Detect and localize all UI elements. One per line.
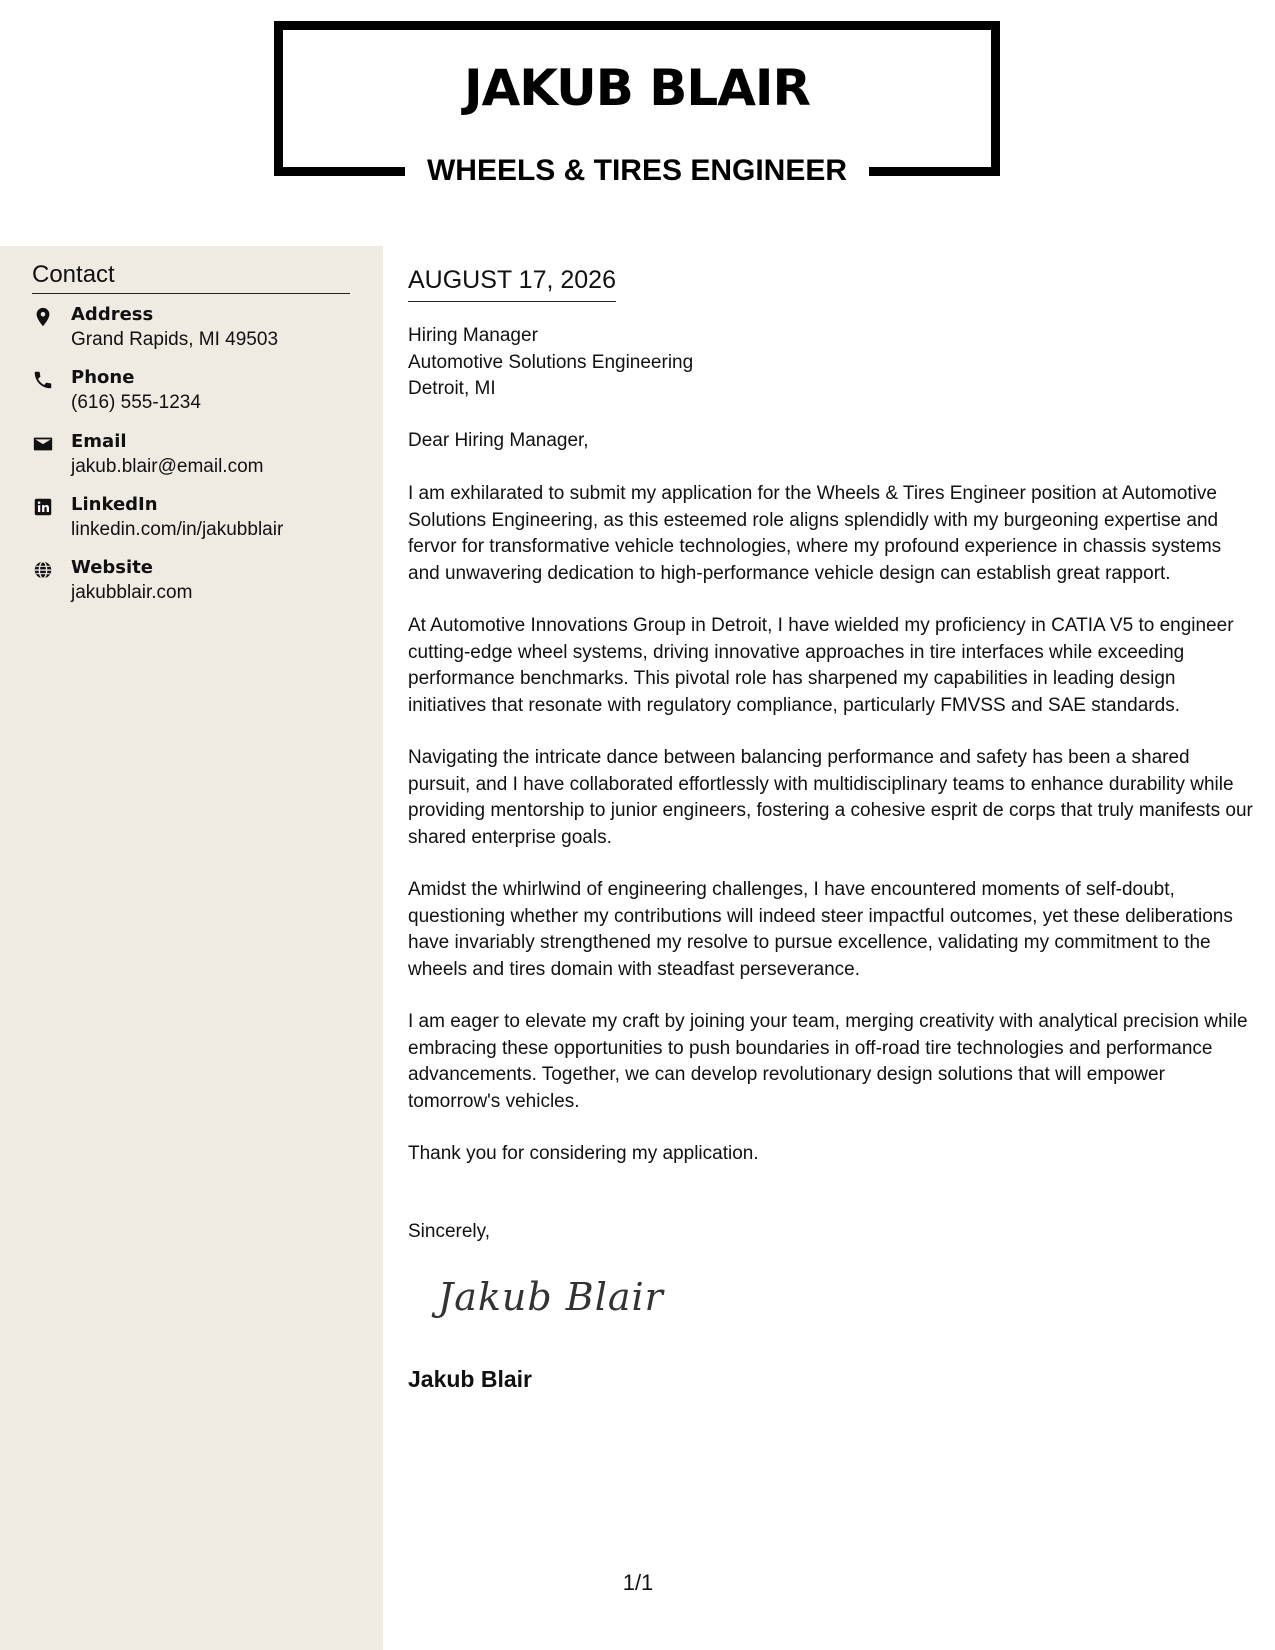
globe-icon: [32, 559, 54, 581]
contact-label: Email: [71, 431, 127, 452]
recipient-block: [408, 323, 693, 403]
contact-heading: Contact: [32, 261, 350, 294]
contact-label: Address: [71, 304, 154, 325]
signer-name: Jakub Blair: [408, 1366, 532, 1392]
job-title: WHEELS & TIRES ENGINEER: [426, 154, 848, 187]
salutation: Dear Hiring Manager,: [408, 430, 589, 451]
recipient-line: Hiring Manager: [408, 325, 538, 346]
phone-icon: [32, 369, 54, 391]
contact-label: Website: [71, 557, 154, 578]
contact-value: Grand Rapids, MI 49503: [71, 329, 279, 350]
contact-value: (616) 555-1234: [71, 392, 201, 413]
contact-value: jakubblair.com: [71, 582, 193, 603]
header-frame: [274, 21, 1000, 187]
contact-label: LinkedIn: [71, 494, 158, 515]
letter-date: AUGUST 17, 2026: [408, 266, 616, 302]
recipient-line: Detroit, MI: [408, 378, 496, 399]
contact-sidebar: [0, 246, 383, 1650]
handwritten-signature: Jakub Blair: [438, 1275, 664, 1319]
letter-paragraph: Thank you for considering my application.: [408, 1143, 759, 1164]
letter-paragraph: I am exhilarated to submit my application for the Wheels & Tires Engineer position at Automotive Solutions Engineering, as this esteemed role aligns splendidly with my burgeoning expertise and fervor for transformative vehicle technologies, where my profound experience in chassis systems and unwavering dedication to high-performance vehicle design can establish great rapport.: [408, 483, 1222, 584]
letter-paragraph: Navigating the intricate dance between balancing performance and safety has been a shared pursuit, and I have collaborated effortlessly with multidisciplinary teams to enhance durability while providing mentorship to junior engineers, fostering a cohesive esprit de corps that truly manifests our shared enterprise goals.: [408, 747, 1253, 848]
applicant-name: JAKUB BLAIR: [463, 59, 811, 117]
page-number: 1/1: [622, 1570, 654, 1595]
linkedin-icon: [32, 496, 54, 518]
letter-paragraph: At Automotive Innovations Group in Detroit, I have wielded my proficiency in CATIA V5 to engineer cutting-edge wheel systems, driving innovative approaches in tire interfaces while exceeding performance benchmarks. This pivotal role has sharpened my capabilities in leading design initiatives that resonate with regulatory compliance, particularly FMVSS and SAE standards.: [408, 615, 1234, 716]
contact-value: jakub.blair@email.com: [71, 456, 264, 477]
frame-top-border: [274, 21, 1000, 30]
contact-value: linkedin.com/in/jakubblair: [71, 519, 284, 540]
contact-label: Phone: [71, 367, 135, 388]
envelope-icon: [32, 433, 54, 455]
closing: Sincerely,: [408, 1221, 491, 1242]
recipient-line: Automotive Solutions Engineering: [408, 351, 694, 373]
map-pin-icon: [32, 306, 54, 328]
letter-paragraph: Amidst the whirlwind of engineering challenges, I have encountered moments of self-doubt, questioning whether my contributions will indeed steer impactful outcomes, yet these deliberations have invariably strengthened my resolve to pursue excellence, validating my commitment to the wheels and tires domain with steadfast perseverance.: [408, 879, 1233, 980]
letter-paragraph: I am eager to elevate my craft by joining your team, merging creativity with analytical precision while embracing these opportunities to push boundaries in off-road tire technologies and performance advancements. Together, we can develop revolutionary design solutions that will empower tomorrow's vehicles.: [408, 1011, 1248, 1112]
